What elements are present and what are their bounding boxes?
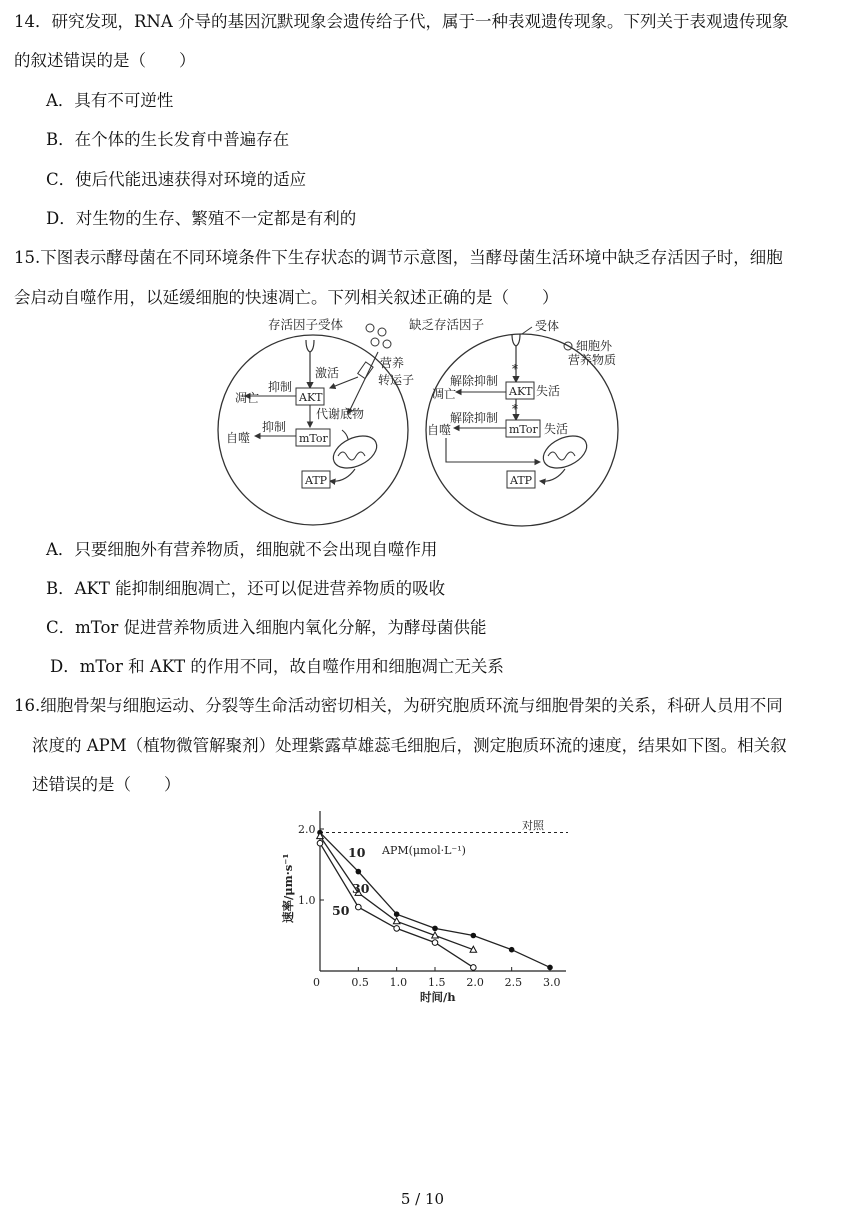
svg-text:营养物质: 营养物质	[568, 353, 617, 367]
left-receptor-label: 存活因子受体	[268, 317, 344, 332]
x-tick-label: 1.0	[389, 976, 408, 989]
q16-stem-line2: 浓度的 APM（植物微管解聚剂）处理紫露草雄蕊毛细胞后，测定胞质环流的速度，结果如下图。相关叙	[32, 736, 787, 755]
transporter-icon	[358, 362, 373, 379]
svg-text:自噬: 自噬	[226, 431, 251, 445]
q15-stem-line1: 15.下图表示酵母菌在不同环境条件下生存状态的调节示意图，当酵母菌生活环境中缺乏存活因子时，细胞	[14, 248, 783, 267]
q16-stem-line3: 述错误的是（ ）	[32, 775, 181, 794]
svg-text:失活: 失活	[536, 384, 561, 398]
x-tick-label: 2.0	[466, 976, 484, 989]
data-point	[471, 965, 477, 971]
svg-text:解除抑制: 解除抑制	[450, 411, 499, 425]
data-point	[394, 911, 400, 917]
svg-text:*: *	[512, 362, 518, 376]
x-tick-label: 3.0	[543, 976, 561, 989]
q15-diagram	[210, 312, 650, 528]
receptor-icon	[306, 340, 314, 352]
y-axis-label: 速率/μm·s⁻¹	[281, 853, 295, 923]
legend-title: APM(μmol·L⁻¹)	[382, 844, 466, 857]
svg-text:mTor: mTor	[509, 423, 538, 436]
q14-option-a[interactable]: A．具有不可逆性	[46, 91, 174, 110]
data-point	[547, 965, 553, 971]
svg-text:ATP: ATP	[510, 474, 533, 487]
data-point	[432, 940, 438, 946]
data-point	[356, 869, 362, 875]
data-point	[394, 926, 400, 932]
svg-text:抑制: 抑制	[262, 420, 287, 434]
q15-option-d[interactable]: D．mTor 和 AKT 的作用不同，故自噬作用和细胞凋亡无关系	[50, 657, 504, 676]
svg-text:*: *	[512, 402, 518, 416]
x-tick-label: 0	[313, 976, 320, 989]
q14-option-b[interactable]: B．在个体的生长发育中普遍存在	[46, 130, 290, 149]
x-tick-label: 0.5	[351, 976, 369, 989]
q15-option-c[interactable]: C．mTor 促进营养物质进入细胞内氧化分解，为酵母菌供能	[46, 618, 487, 637]
svg-text:mTor: mTor	[299, 432, 328, 445]
right-receptor-icon	[512, 334, 520, 346]
svg-text:细胞外: 细胞外	[576, 339, 613, 353]
svg-text:营养: 营养	[380, 356, 405, 370]
x-tick-label: 2.5	[504, 976, 523, 989]
svg-text:解除抑制: 解除抑制	[450, 374, 499, 388]
y-tick-label: 1.0	[298, 894, 316, 907]
series-label-50: 50	[332, 903, 350, 918]
data-point	[509, 947, 515, 953]
q14-option-c[interactable]: C．使后代能迅速获得对环境的适应	[46, 170, 307, 189]
svg-text:转运子: 转运子	[378, 373, 415, 387]
svg-text:失活: 失活	[544, 422, 569, 436]
right-mitochondrion-icon	[538, 430, 592, 475]
svg-text:激活: 激活	[315, 366, 340, 380]
svg-text:AKT: AKT	[509, 385, 533, 398]
x-tick-label: 1.5	[428, 976, 446, 989]
q16-chart	[270, 805, 580, 1010]
control-label: 对照	[522, 819, 544, 832]
svg-text:AKT: AKT	[299, 391, 323, 404]
q14-option-d[interactable]: D．对生物的生存、繁殖不一定都是有利的	[46, 209, 357, 228]
x-axis-label: 时间/h	[420, 990, 456, 1004]
q16-stem-line1: 16.细胞骨架与细胞运动、分裂等生命活动密切相关，为研究胞质环流与细胞骨架的关系，科研人员用不同	[14, 696, 783, 715]
q14-stem-line1: 14．研究发现，RNA 介导的基因沉默现象会遗传给子代，属于一种表观遗传现象。下列关于表观遗传现象	[14, 12, 789, 31]
right-lack-label: 缺乏存活因子	[409, 317, 485, 332]
svg-text:抑制: 抑制	[268, 380, 293, 394]
q15-stem-line2: 会启动自噬作用，以延缓细胞的快速凋亡。下列相关叙述正确的是（ ）	[14, 288, 559, 307]
svg-text:ATP: ATP	[305, 474, 328, 487]
y-tick-label: 2.0	[298, 823, 316, 836]
data-point	[432, 926, 438, 932]
series-label-10: 10	[348, 845, 366, 860]
q14-stem-line2: 的叙述错误的是（ ）	[14, 51, 196, 70]
svg-text:凋亡: 凋亡	[432, 387, 457, 401]
data-point	[471, 933, 477, 939]
data-point	[317, 840, 323, 846]
svg-text:凋亡: 凋亡	[235, 391, 260, 405]
page-number: 5 / 10	[400, 1190, 445, 1208]
data-point	[356, 904, 362, 910]
nutrient-icon	[366, 324, 374, 332]
svg-text:代谢底物: 代谢底物	[316, 407, 365, 421]
q15-option-a[interactable]: A．只要细胞外有营养物质，细胞就不会出现自噬作用	[46, 540, 438, 559]
series-label-30: 30	[352, 881, 370, 896]
q15-option-b[interactable]: B．AKT 能抑制细胞凋亡，还可以促进营养物质的吸收	[46, 579, 446, 598]
svg-text:自噬: 自噬	[427, 423, 452, 437]
svg-text:受体: 受体	[535, 319, 560, 333]
left-mitochondrion-icon	[328, 430, 382, 475]
data-point	[393, 918, 400, 924]
